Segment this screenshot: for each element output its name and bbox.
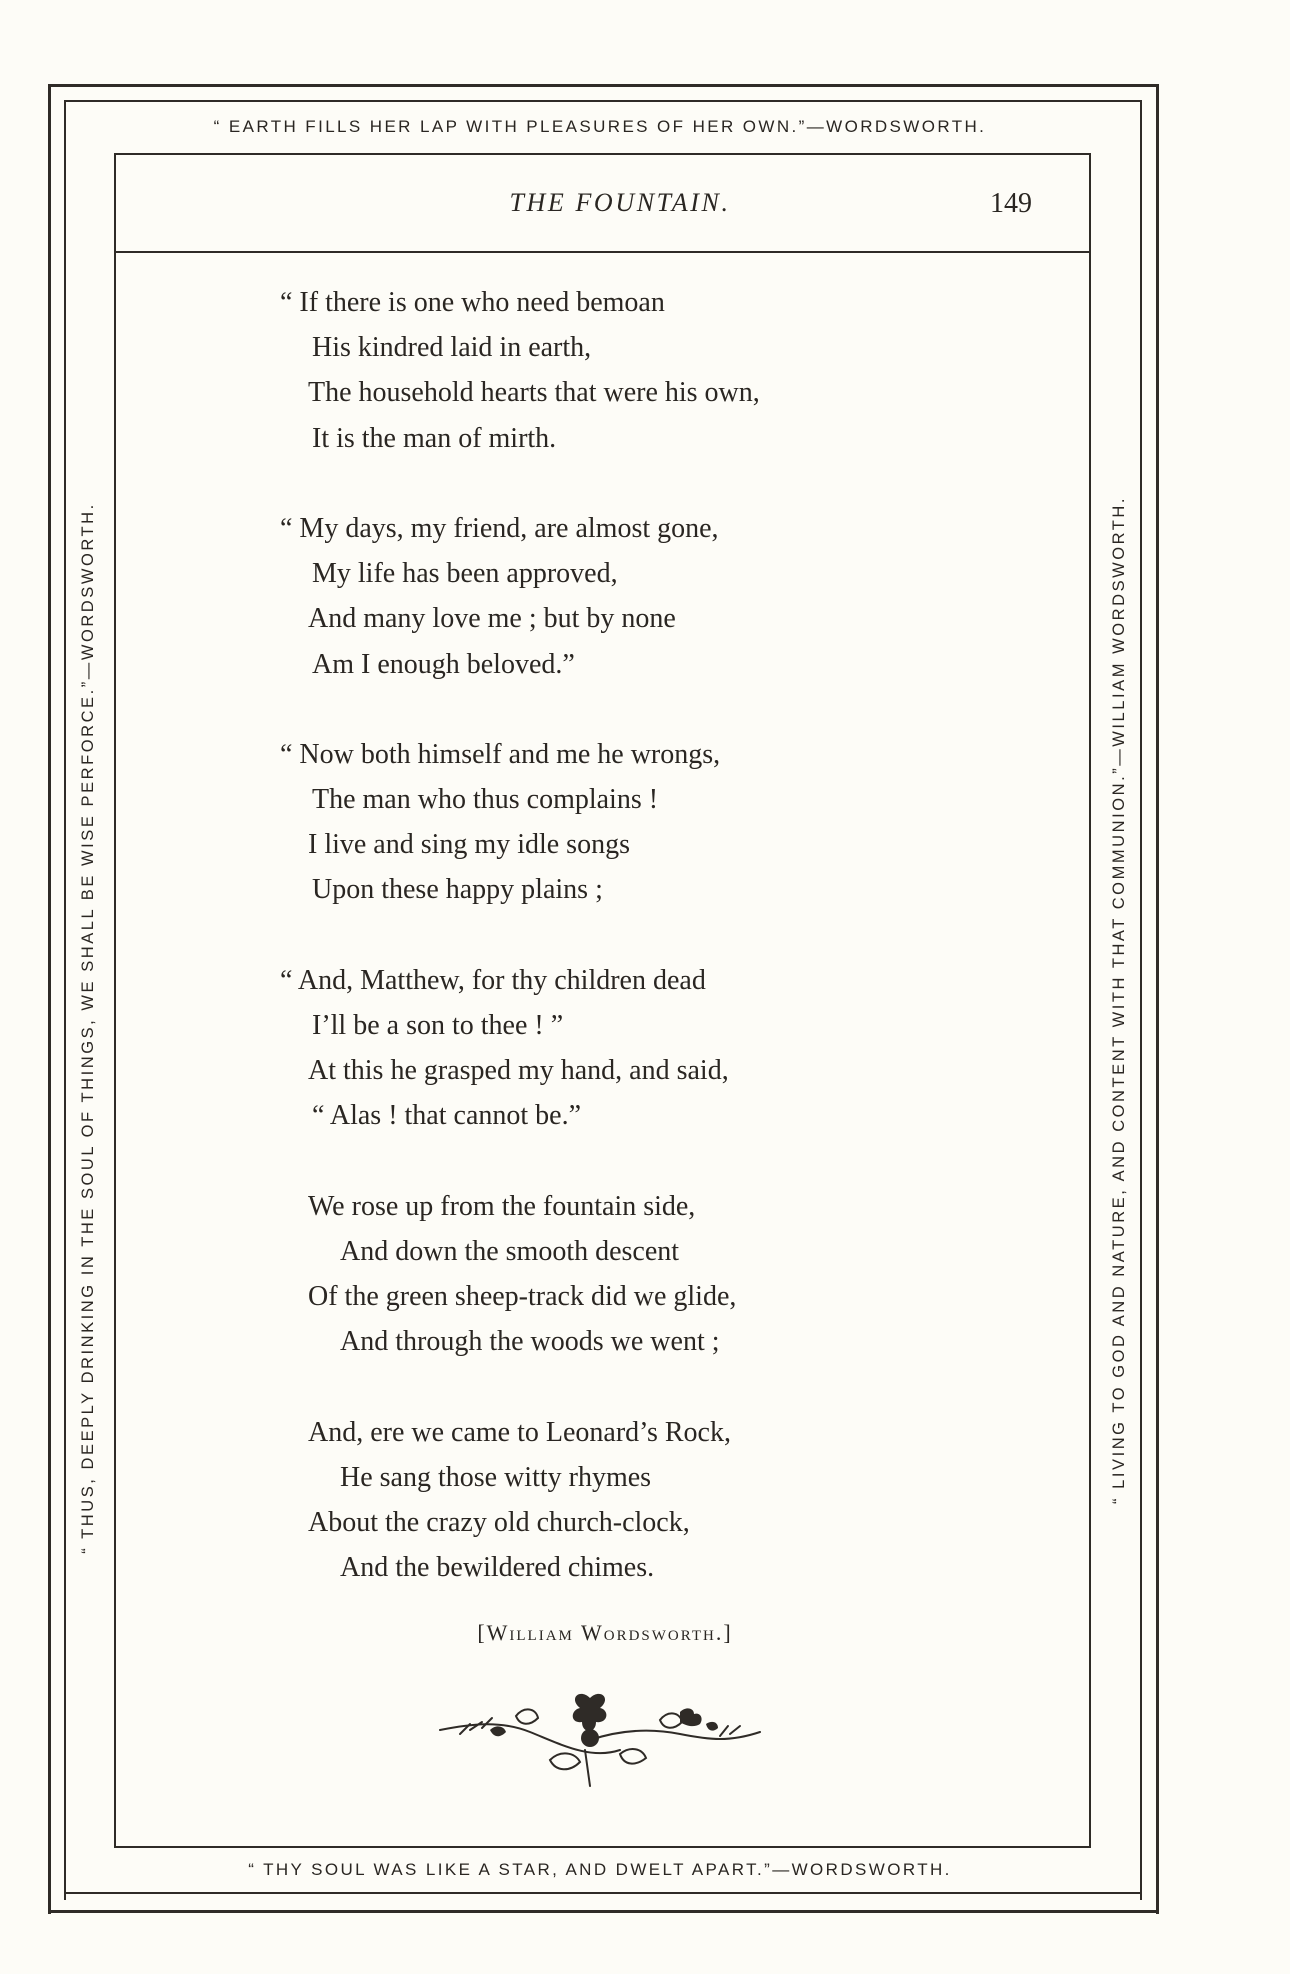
poem (280, 280, 920, 1636)
poem-line: The household hearts that were his own, (308, 377, 760, 409)
poem-line: “ Now both himself and me he wrongs, (280, 738, 721, 770)
poem-line: Am I enough beloved.” (312, 648, 575, 680)
right-motto: “ LIVING TO GOD AND NATURE, AND CONTENT WITH THAT COMMUNION.”—WILLIAM WORDSWORTH. (1110, 495, 1128, 1505)
poem-line: My life has been approved, (312, 558, 618, 590)
page-title: THE FOUNTAIN. (509, 188, 731, 217)
poem-line: And down the smooth descent (340, 1235, 680, 1267)
stanza-2 (280, 506, 920, 687)
frame-bottom-rule-inner (64, 1892, 1142, 1894)
left-motto: “ THUS, DEEPLY DRINKING IN THE SOUL OF THINGS, WE SHALL BE WISE PERFORCE.”—WORDSWORTH. (79, 502, 97, 1554)
poem-line: His kindred laid in earth, (312, 332, 592, 364)
poem-line: I’ll be a son to thee ! ” (312, 1010, 564, 1041)
poem-line: And, ere we came to Leonard’s Rock, (308, 1416, 731, 1448)
header-divider (116, 251, 1089, 253)
poem-line: At this he grasped my hand, and said, (308, 1055, 729, 1087)
bottom-motto: “ THY SOUL WAS LIKE A STAR, AND DWELT APART.”—WORDSWORTH. (248, 1860, 952, 1879)
attribution: [William Wordsworth.] (477, 1620, 733, 1645)
frame-bottom-rule-outer (48, 1910, 1158, 1913)
frame-right-rule-outer (1156, 84, 1159, 1914)
stanza-5 (280, 1184, 920, 1365)
poem-line: And the bewildered chimes. (340, 1552, 655, 1584)
frame-top-rule-outer (48, 84, 1158, 87)
top-motto: “ EARTH FILLS HER LAP WITH PLEASURES OF HER OWN.”—WORDSWORTH. (213, 117, 987, 136)
poem-line: The man who thus complains ! (312, 784, 659, 816)
stanza-6 (280, 1410, 920, 1591)
stanza-4 (280, 958, 920, 1139)
frame-left-rule-outer (48, 84, 51, 1914)
poem-line: “ If there is one who need bemoan (280, 287, 665, 318)
poem-line: And through the woods we went ; (340, 1326, 720, 1358)
frame-top-rule-inner (64, 100, 1142, 102)
poem-line: We rose up from the fountain side, (308, 1190, 696, 1222)
poem-line: And many love me ; but by none (308, 603, 676, 635)
poem-line: “ Alas ! that cannot be.” (312, 1100, 582, 1132)
poem-line: Upon these happy plains ; (312, 874, 603, 906)
poem-line: Of the green sheep-track did we glide, (308, 1281, 737, 1313)
poem-line: “ And, Matthew, for thy children dead (280, 964, 706, 996)
poem-line: It is the man of mirth. (312, 422, 557, 454)
page-number: 149 (990, 188, 1032, 219)
poem-line: He sang those witty rhymes (340, 1461, 652, 1493)
poem-line: I live and sing my idle songs (308, 829, 630, 861)
poem-line: About the crazy old church-clock, (308, 1507, 690, 1539)
floral-ornament-icon (430, 1690, 770, 1790)
stanza-3 (280, 732, 920, 913)
poem-line: “ My days, my friend, are almost gone, (280, 512, 719, 544)
stanza-1 (280, 280, 920, 461)
frame-right-rule-inner (1140, 100, 1142, 1900)
frame-left-rule-inner (64, 100, 66, 1900)
